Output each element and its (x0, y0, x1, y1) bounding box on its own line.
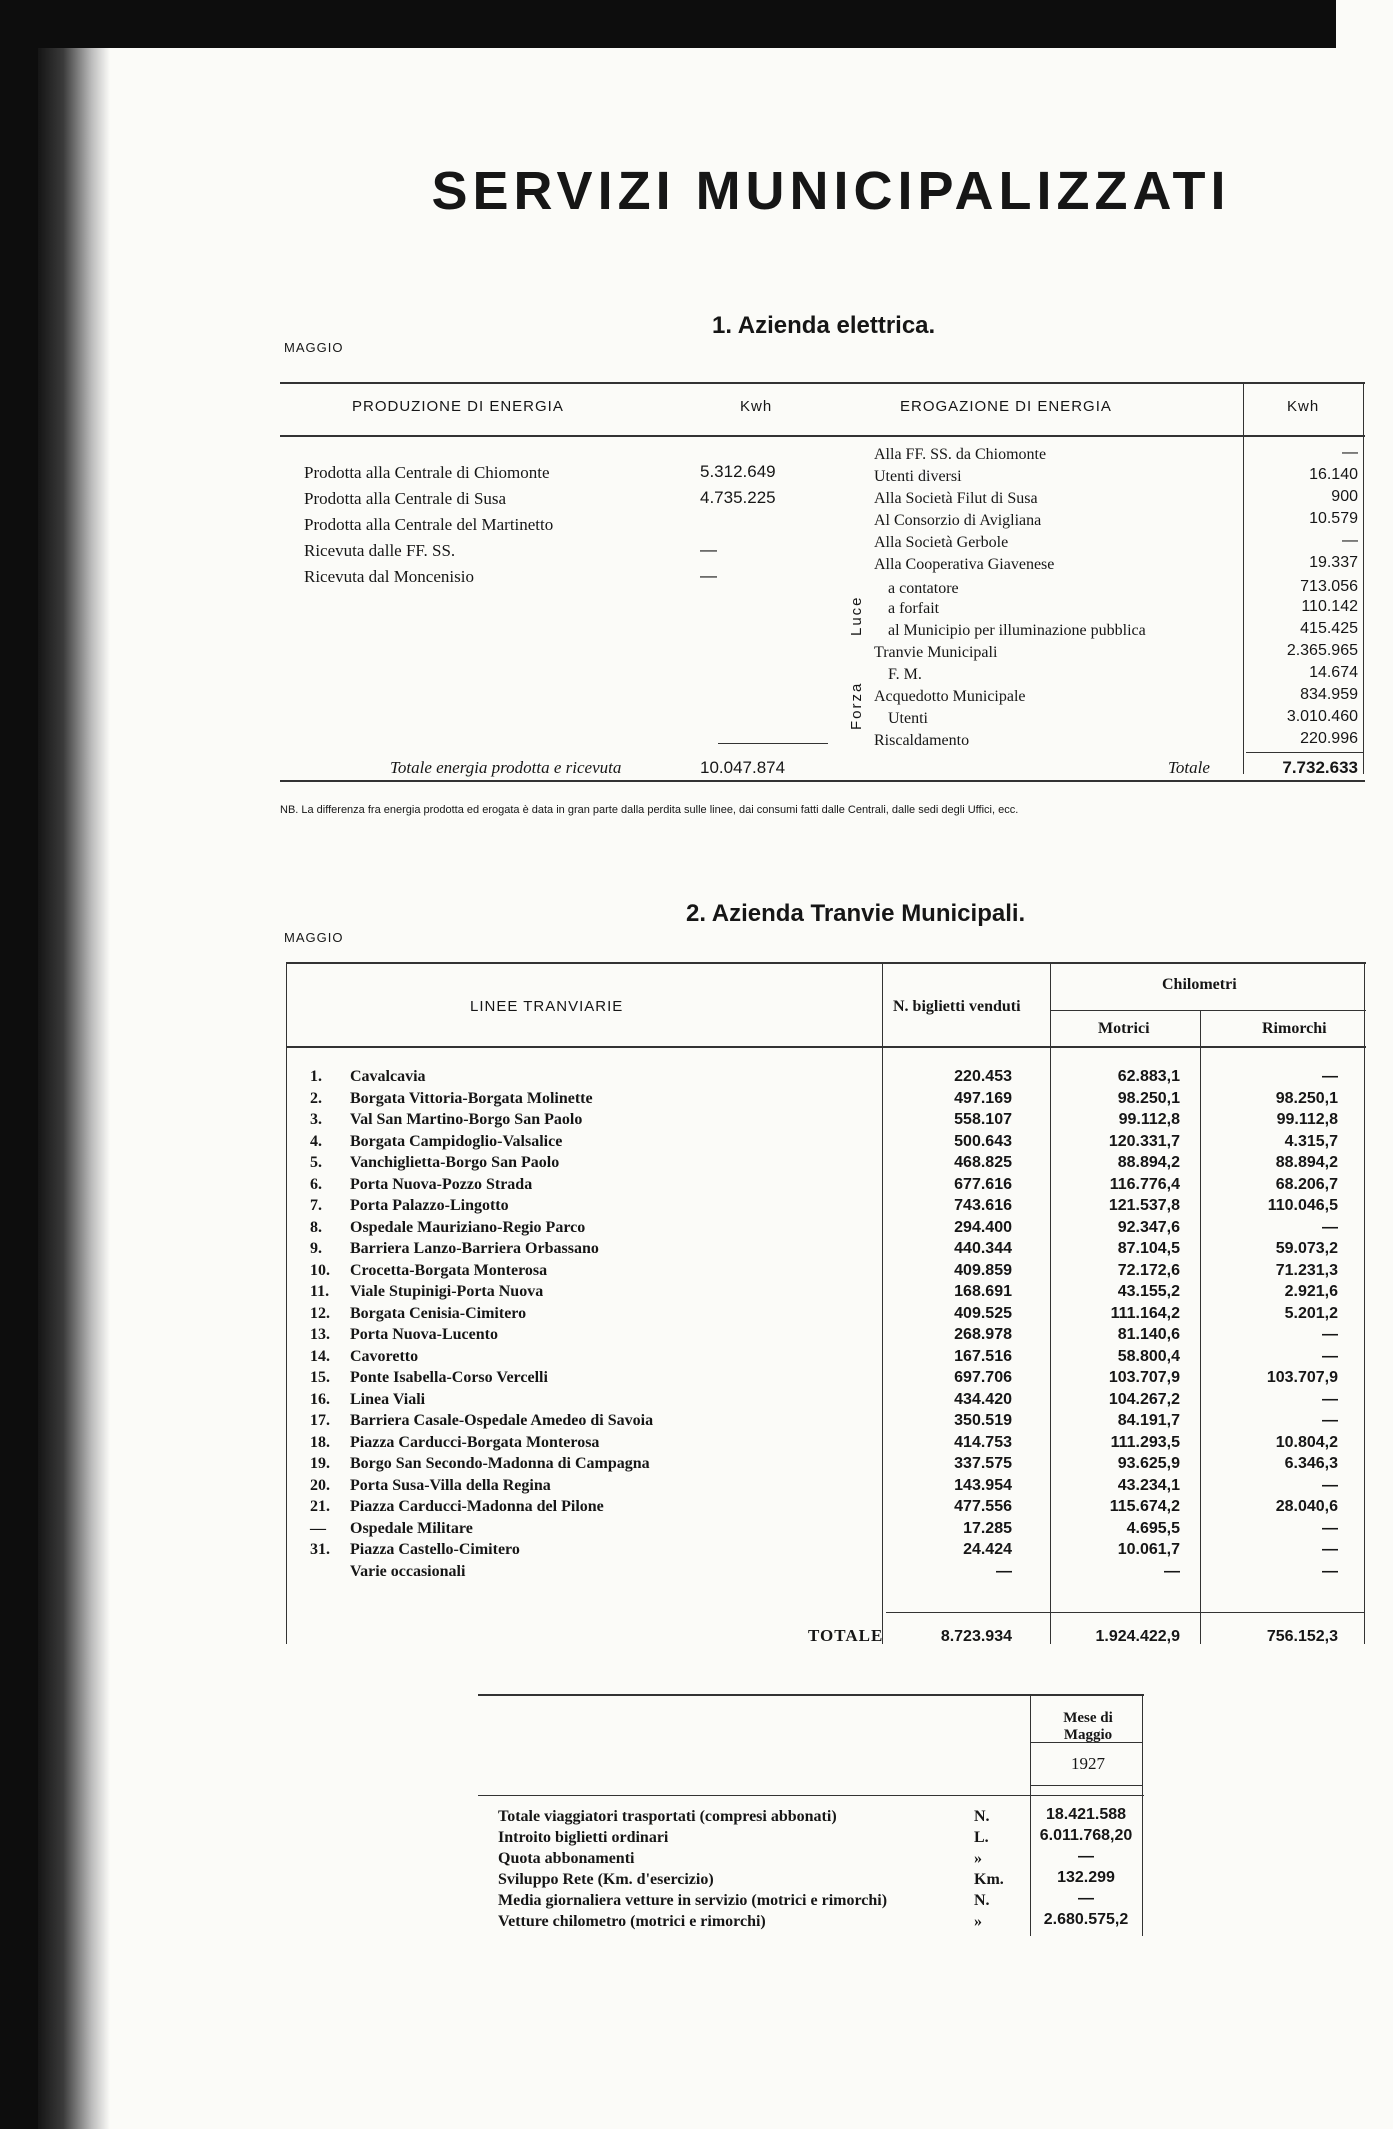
section2-month: MAGGIO (284, 930, 344, 945)
rule3-left-col (1030, 1696, 1031, 1936)
tram-line-number: 16. (310, 1390, 330, 1408)
tram-motrici: 58.800,4 (1117, 1347, 1180, 1365)
distribution-row-value: 415.425 (1300, 620, 1358, 637)
tram-line-name: Ponte Isabella-Corso Vercelli (350, 1369, 548, 1386)
tram-line-number: 4. (310, 1132, 322, 1150)
tram-line-name: Piazza Castello-Cimitero (350, 1541, 520, 1558)
tram-tickets: 409.859 (954, 1261, 1012, 1279)
tram-line-name: Linea Viali (350, 1390, 426, 1408)
tram-line-number: 21. (310, 1498, 330, 1515)
production-row-label: Prodotta alla Centrale di Chiomonte (304, 463, 550, 482)
tram-tickets: 477.556 (954, 1498, 1012, 1515)
tram-rimorchi: 4.315,7 (1284, 1132, 1338, 1150)
tram-rimorchi: — (1322, 1519, 1338, 1537)
distribution-row-label: Utenti diversi (874, 468, 962, 485)
tram-rimorchi: — (1322, 1541, 1338, 1558)
tram-tickets: 17.285 (963, 1519, 1012, 1537)
tram-line-number: 6. (310, 1175, 322, 1193)
production-row-value: — (700, 540, 717, 559)
section1-title: 1. Azienda elettrica. (712, 312, 936, 339)
rule-dist-total (1246, 752, 1363, 753)
total-rimorchi: 756.152,3 (1266, 1628, 1338, 1645)
production-header: PRODUZIONE DI ENERGIA (352, 398, 564, 415)
page-binding-shadow (38, 48, 110, 2129)
rule3-top (478, 1694, 1144, 1696)
tram-line-name: Viale Stupinigi-Porta Nuova (350, 1283, 544, 1300)
tram-motrici: 111.164,2 (1110, 1304, 1180, 1322)
summary-row-label: Quota abbonamenti (498, 1850, 635, 1867)
summary-row-unit: N. (974, 1808, 990, 1825)
tram-rimorchi: — (1322, 1218, 1338, 1236)
tram-line-name: Val San Martino-Borgo San Paolo (350, 1111, 583, 1128)
tram-rimorchi: 68.206,7 (1275, 1175, 1338, 1193)
tram-motrici: 72.172,6 (1117, 1261, 1180, 1279)
tram-motrici: — (1164, 1562, 1180, 1580)
summary-row-value: 2.680.575,2 (1043, 1911, 1129, 1928)
production-row-value: 5.312.649 (700, 462, 776, 481)
tram-line-name: Ospedale Militare (350, 1519, 473, 1537)
rule-prod-total (718, 743, 828, 744)
distribution-total-value: 7.732.633 (1282, 758, 1358, 777)
tram-motrici: 84.191,7 (1117, 1412, 1180, 1429)
tram-line-number (310, 1561, 350, 1582)
tram-line-number: — (310, 1519, 326, 1537)
total-label: TOTALE (808, 1626, 884, 1645)
summary-row-value: 6.011.768,20 (1039, 1827, 1133, 1844)
tram-rimorchi: — (1322, 1068, 1338, 1085)
summary-row-value: 18.421.588 (1045, 1806, 1127, 1823)
tram-rimorchi: 71.231,3 (1275, 1261, 1338, 1279)
tram-motrici: 92.347,6 (1117, 1218, 1180, 1236)
tram-tickets: 468.825 (954, 1154, 1012, 1171)
rule3-mid2 (1030, 1785, 1142, 1786)
summary-row-value: — (1078, 1890, 1094, 1907)
tram-motrici: 62.883,1 (1117, 1068, 1180, 1085)
summary-month: Mese di Maggio (1063, 1710, 1113, 1743)
tram-motrici: 104.267,2 (1108, 1390, 1180, 1408)
tram-rimorchi: — (1322, 1562, 1338, 1580)
tram-motrici: 10.061,7 (1117, 1541, 1180, 1558)
tram-tickets: 24.424 (963, 1541, 1012, 1558)
distribution-row-value: — (1342, 444, 1358, 461)
production-total-label: Totale energia prodotta e ricevuta (390, 758, 622, 777)
tram-line-name: Ospedale Mauriziano-Regio Parco (350, 1218, 586, 1236)
distribution-row-label: Alla Società Filut di Susa (874, 490, 1038, 507)
production-row-label: Ricevuta dalle FF. SS. (304, 541, 456, 560)
rule2-top (286, 962, 1366, 964)
tram-line-name: Vanchiglietta-Borgo San Paolo (350, 1154, 560, 1171)
tram-motrici: 43.155,2 (1117, 1283, 1180, 1300)
rule2-km (1050, 1010, 1366, 1011)
rule2-c1 (882, 964, 883, 1644)
rule-section1-bottom (280, 780, 1365, 782)
summary-year: 1927 (1071, 1754, 1105, 1773)
tram-motrici: 98.250,1 (1117, 1089, 1180, 1107)
luce-label: Luce (848, 595, 865, 636)
tram-tickets: 434.420 (954, 1390, 1012, 1408)
tram-motrici: 103.707,9 (1108, 1369, 1180, 1386)
distribution-row-value: 14.674 (1309, 664, 1358, 681)
production-row-label: Prodotta alla Centrale del Martinetto (304, 515, 554, 534)
distribution-row-value: 110.142 (1301, 598, 1358, 615)
rule-right (1363, 384, 1364, 774)
distribution-row-label: Alla FF. SS. da Chiomonte (874, 446, 1047, 463)
tram-line-name: Barriera Casale-Ospedale Amedeo di Savoia (350, 1412, 654, 1429)
tram-rimorchi: 2.921,6 (1284, 1283, 1338, 1300)
production-total-value: 10.047.874 (700, 758, 786, 777)
tram-rimorchi: 5.201,2 (1284, 1304, 1338, 1322)
distribution-row-label: Acquedotto Municipale (874, 688, 1026, 705)
tram-line-number: 8. (310, 1218, 322, 1236)
tram-line-number: 3. (310, 1111, 322, 1128)
summary-row-label: Vetture chilometro (motrici e rimorchi) (498, 1913, 766, 1930)
tram-line-number: 12. (310, 1304, 330, 1322)
tram-rimorchi: 88.894,2 (1275, 1154, 1338, 1171)
distribution-row-value: 900 (1331, 488, 1358, 505)
tram-line-number: 17. (310, 1412, 330, 1429)
tram-rimorchi: 98.250,1 (1275, 1089, 1338, 1107)
rule2-header-bottom (286, 1046, 1366, 1048)
tram-line-name: Piazza Carducci-Borgata Monterosa (350, 1433, 600, 1451)
summary-row-unit: Km. (974, 1871, 1004, 1888)
production-row-value: — (700, 566, 717, 585)
summary-row-label: Introito biglietti ordinari (498, 1829, 669, 1846)
tram-rimorchi: — (1322, 1347, 1338, 1365)
rule2-total (886, 1612, 1364, 1613)
tram-line-name: Porta Palazzo-Lingotto (350, 1197, 509, 1214)
section1-note: NB. La differenza fra energia prodotta ed erogata è data in gran parte dalla perdita sulle linee, dai consumi fatti dalle Centrali, dalle sedi degli Uffici, ecc. (280, 804, 1019, 816)
tram-line-number: 11. (310, 1283, 330, 1300)
summary-row-label: Totale viaggiatori trasportati (compresi abbonati) (498, 1808, 837, 1825)
tram-motrici: 88.894,2 (1117, 1154, 1180, 1171)
rule-header-bottom (280, 435, 1365, 437)
tram-line-number: 5. (310, 1154, 322, 1171)
kwh-header-1: Kwh (740, 398, 773, 415)
rule-kwh2 (1243, 384, 1244, 774)
page-corner (1336, 0, 1393, 48)
rule3-header-bottom (478, 1795, 1144, 1796)
tram-tickets: 337.575 (954, 1455, 1012, 1472)
tram-motrici: 120.331,7 (1108, 1132, 1180, 1150)
tram-tickets: 414.753 (954, 1433, 1012, 1451)
distribution-row-label: Alla Cooperativa Giavenese (874, 556, 1055, 573)
rule2-left (286, 964, 287, 1644)
tram-line-name: Porta Susa-Villa della Regina (350, 1476, 551, 1494)
distribution-row-value: 19.337 (1309, 554, 1358, 571)
distribution-row-value: 834.959 (1300, 686, 1358, 703)
tram-rimorchi: — (1322, 1412, 1338, 1429)
forza-label: Forza (848, 681, 865, 730)
col-motrici: Motrici (1098, 1020, 1150, 1037)
distribution-row-value: — (1342, 532, 1358, 549)
summary-row-value: — (1078, 1848, 1094, 1865)
tram-motrici: 99.112,8 (1118, 1111, 1180, 1128)
section1-month: MAGGIO (284, 340, 344, 355)
section2-title: 2. Azienda Tranvie Municipali. (686, 900, 1026, 927)
tram-line-number: 9. (310, 1240, 322, 1257)
production-row-value: 4.735.225 (700, 488, 776, 507)
tram-line-number: 7. (310, 1197, 322, 1214)
col-tickets: N. biglietti venduti (893, 998, 1021, 1015)
tram-tickets: 168.691 (954, 1283, 1012, 1300)
tram-line-number: 20. (310, 1476, 330, 1494)
col-km: Chilometri (1162, 976, 1237, 993)
tram-line-name: Borgo San Secondo-Madonna di Campagna (350, 1455, 650, 1472)
tram-motrici: 121.537,8 (1108, 1197, 1180, 1214)
col-lines: LINEE TRANVIARIE (470, 998, 624, 1015)
production-row-label: Prodotta alla Centrale di Susa (304, 489, 507, 508)
tram-line-name: Cavoretto (350, 1347, 419, 1365)
total-motrici: 1.924.422,9 (1095, 1628, 1180, 1645)
tram-line-number: 31. (310, 1541, 330, 1558)
tram-rimorchi: — (1322, 1326, 1338, 1343)
tram-line-number: 19. (310, 1455, 330, 1472)
distribution-row-value: 713.056 (1300, 578, 1358, 595)
distribution-row-label: a forfait (888, 600, 940, 617)
tram-motrici: 115.674,2 (1109, 1498, 1180, 1515)
distribution-row-label: a contatore (888, 580, 959, 597)
tram-rimorchi: — (1322, 1476, 1338, 1494)
tram-rimorchi: 103.707,9 (1266, 1369, 1338, 1386)
distribution-row-value: 16.140 (1309, 466, 1358, 483)
tram-rimorchi: 28.040,6 (1275, 1498, 1338, 1515)
tram-rimorchi: 99.112,8 (1276, 1111, 1338, 1128)
tram-tickets: 497.169 (954, 1089, 1012, 1107)
tram-line-name: Borgata Campidoglio-Valsalice (350, 1132, 563, 1150)
tram-tickets: 167.516 (954, 1347, 1012, 1365)
tram-motrici: 111.293,5 (1110, 1433, 1180, 1451)
tram-motrici: 116.776,4 (1109, 1175, 1180, 1193)
rule-top (280, 382, 1365, 384)
tram-tickets: 743.616 (954, 1197, 1012, 1214)
tram-line-number: 2. (310, 1089, 322, 1107)
tram-rimorchi: 6.346,3 (1284, 1455, 1338, 1472)
tram-tickets: 440.344 (954, 1240, 1012, 1257)
tram-motrici: 93.625,9 (1117, 1455, 1180, 1472)
summary-row-unit: N. (974, 1892, 990, 1909)
tram-motrici: 87.104,5 (1117, 1240, 1180, 1257)
summary-row-unit: » (974, 1850, 982, 1867)
tram-tickets: 294.400 (954, 1218, 1012, 1236)
rule2-c2 (1050, 964, 1051, 1644)
distribution-row-value: 2.365.965 (1286, 642, 1358, 659)
tram-line-number: 13. (310, 1326, 330, 1343)
tram-tickets: 500.643 (954, 1132, 1012, 1150)
tram-tickets: 143.954 (954, 1476, 1012, 1494)
tram-line-number: 15. (310, 1369, 330, 1386)
rule3-right (1142, 1696, 1143, 1936)
distribution-row-label: Alla Società Gerbole (874, 534, 1009, 551)
distribution-row-label: Al Consorzio di Avigliana (874, 512, 1042, 529)
distribution-row-value: 3.010.460 (1286, 708, 1358, 725)
tram-line-number: 1. (310, 1068, 322, 1085)
summary-row-value: 132.299 (1057, 1869, 1115, 1886)
tram-line-name: Borgata Cenisia-Cimitero (350, 1304, 527, 1322)
tram-line-name: Barriera Lanzo-Barriera Orbassano (350, 1240, 599, 1257)
tram-line-name: Piazza Carducci-Madonna del Pilone (350, 1498, 604, 1515)
distribution-row-label: Tranvie Municipali (874, 644, 998, 661)
tram-motrici: 43.234,1 (1117, 1476, 1180, 1494)
distribution-total-label: Totale (1168, 758, 1210, 777)
tram-tickets: — (996, 1562, 1012, 1580)
tram-tickets: 220.453 (954, 1068, 1012, 1085)
tram-motrici: 81.140,6 (1117, 1326, 1180, 1343)
tram-rimorchi: 110.046,5 (1267, 1197, 1338, 1214)
tram-line-name: Porta Nuova-Lucento (350, 1326, 498, 1343)
tram-line-name: Varie occasionali (350, 1562, 466, 1580)
rule2-right (1364, 964, 1365, 1644)
summary-row-label: Media giornaliera vetture in servizio (motrici e rimorchi) (498, 1892, 888, 1909)
distribution-row-label: Utenti (888, 710, 928, 727)
summary-row-unit: L. (974, 1829, 989, 1846)
tram-rimorchi: — (1322, 1390, 1338, 1408)
tram-tickets: 677.616 (954, 1175, 1012, 1193)
summary-row-label: Sviluppo Rete (Km. d'esercizio) (498, 1871, 714, 1888)
distribution-header: EROGAZIONE DI ENERGIA (900, 398, 1112, 415)
tram-tickets: 697.706 (954, 1369, 1012, 1386)
tram-line-name: Porta Nuova-Pozzo Strada (350, 1175, 533, 1193)
tram-tickets: 409.525 (954, 1304, 1012, 1322)
tram-line-number: 18. (310, 1433, 330, 1451)
tram-line-name: Crocetta-Borgata Monterosa (350, 1261, 548, 1279)
production-row-label: Ricevuta dal Moncenisio (304, 567, 474, 586)
total-tickets: 8.723.934 (940, 1628, 1012, 1645)
tram-rimorchi: 10.804,2 (1275, 1433, 1338, 1451)
page-title: SERVIZI MUNICIPALIZZATI (431, 161, 1231, 221)
tram-line-name: Borgata Vittoria-Borgata Molinette (350, 1089, 593, 1107)
tram-tickets: 350.519 (954, 1412, 1012, 1429)
tram-line-number: 10. (310, 1261, 330, 1279)
distribution-row-value: 10.579 (1309, 510, 1358, 527)
tram-rimorchi: 59.073,2 (1275, 1240, 1338, 1257)
summary-row-unit: » (974, 1913, 982, 1930)
tram-motrici: 4.695,5 (1126, 1519, 1180, 1537)
distribution-row-label: Riscaldamento (874, 732, 970, 749)
distribution-row-value: 220.996 (1300, 730, 1358, 747)
tram-tickets: 268.978 (954, 1326, 1012, 1343)
tram-line-number: 14. (310, 1347, 330, 1365)
col-rimorchi: Rimorchi (1262, 1020, 1327, 1037)
distribution-row-label: al Municipio per illuminazione pubblica (888, 622, 1146, 639)
kwh-header-2: Kwh (1287, 398, 1320, 415)
distribution-row-label: F. M. (888, 666, 922, 683)
tram-tickets: 558.107 (954, 1111, 1012, 1128)
rule2-c3 (1200, 1010, 1201, 1644)
tram-line-name: Cavalcavia (350, 1068, 426, 1085)
